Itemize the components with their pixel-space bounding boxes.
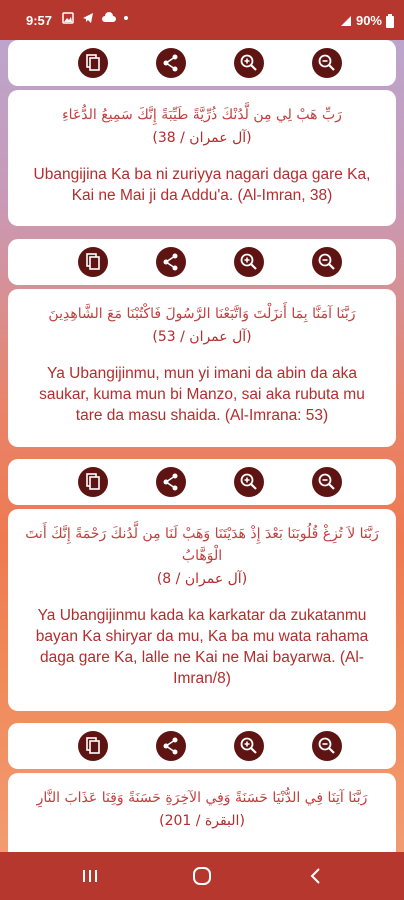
zoom-out-icon (317, 53, 337, 73)
copy-icon (83, 53, 103, 73)
share-icon (161, 53, 181, 73)
telegram-icon (82, 12, 94, 24)
share-button[interactable] (156, 731, 186, 761)
copy-button[interactable] (78, 247, 108, 277)
copy-button[interactable] (78, 467, 108, 497)
zoom-out-icon (317, 736, 337, 756)
share-button[interactable] (156, 247, 186, 277)
zoom-in-button[interactable] (234, 48, 264, 78)
translation-text: Ya Ubangijinmu kada ka karkatar da zukatanmu bayan Ka shiryar da mu, Ka ba mu wata rahama daga gare Ka, lalle ne Kai ne Mai bayarwa. (Al-Imran/8) (35, 607, 369, 687)
status-time: 9:57 (26, 13, 53, 28)
zoom-out-icon (317, 252, 337, 272)
gallery-icon (62, 12, 74, 24)
share-icon (161, 252, 181, 272)
status-bar (0, 0, 404, 40)
zoom-in-icon (239, 736, 259, 756)
card-toolbar (8, 40, 396, 86)
verse-reference: (آل عمران / 53) (152, 329, 252, 345)
dua-card (8, 90, 396, 226)
arabic-text: رَبَّنَا آتِنَا فِي الدُّنْيَا حَسَنَةً وَفِي الآخِرَةِ حَسَنَةً وَقِنَا عَذَابَ النَّارِ (36, 790, 368, 806)
signal-icon (340, 15, 352, 27)
notification-dot-icon (124, 16, 128, 20)
copy-button[interactable] (78, 731, 108, 761)
translation-text: Ubangijina Ka ba ni zuriyya nagari daga gare Ka, Kai ne Mai ji da Addu'a. (Al-Imran, 38) (33, 166, 371, 204)
verse-reference: (آل عمران / 38) (152, 130, 252, 146)
zoom-in-icon (239, 252, 259, 272)
card-toolbar (8, 239, 396, 285)
home-icon (192, 866, 212, 886)
card-toolbar (8, 459, 396, 505)
translation-text: Ya Ubangijinmu, mun yi imani da abin da aka saukar, kuma mun bi Manzo, sai aka rubuta mu tare da masu shaida. (Al-Imrana: 53) (39, 365, 365, 424)
dua-card (8, 509, 396, 711)
dua-card (8, 289, 396, 447)
dua-card (8, 773, 396, 863)
battery-icon (386, 14, 394, 28)
verse-reference: (آل عمران / 8) (156, 571, 248, 587)
home-button[interactable] (190, 864, 214, 888)
card-toolbar (8, 723, 396, 769)
copy-icon (83, 252, 103, 272)
zoom-in-button[interactable] (234, 467, 264, 497)
copy-icon (83, 736, 103, 756)
battery-percent: 90% (355, 13, 382, 28)
arabic-text: رَبَّنَا آمَنَّا بِمَا أَنزَلْتَ وَاتَّبَعْنَا الرَّسُولَ فَاكْتُبْنَا مَعَ الشَّاهِدِينَ (48, 306, 356, 322)
zoom-out-button[interactable] (312, 467, 342, 497)
arabic-text: رَبَّنَا لاَ تُزِغْ قُلُوبَنَا بَعْدَ إِذْ هَدَيْتَنَا وَهَبْ لَنَا مِن لَّدُنكَ رَحْمَةً إِنَّكَ أَنتَ الْوَهَّابُ (25, 526, 379, 564)
verse-reference: (البقرة / 201) (159, 813, 245, 829)
zoom-out-button[interactable] (312, 731, 342, 761)
zoom-out-icon (317, 472, 337, 492)
zoom-in-button[interactable] (234, 731, 264, 761)
recent-apps-button[interactable] (78, 864, 102, 888)
share-button[interactable] (156, 467, 186, 497)
copy-icon (83, 472, 103, 492)
share-icon (161, 472, 181, 492)
zoom-out-button[interactable] (312, 48, 342, 78)
copy-button[interactable] (78, 48, 108, 78)
back-icon (309, 867, 323, 885)
share-icon (161, 736, 181, 756)
recent-apps-icon (81, 868, 99, 884)
zoom-in-icon (239, 472, 259, 492)
zoom-out-button[interactable] (312, 247, 342, 277)
back-button[interactable] (304, 864, 328, 888)
arabic-text: رَبِّ هَبْ لِي مِن لَّدُنْكَ ذُرِّيَّةً طَيِّبَةً إِنَّكَ سَمِيعُ الدُّعَاءِ (62, 107, 342, 123)
zoom-in-button[interactable] (234, 247, 264, 277)
navigation-bar (0, 852, 404, 900)
zoom-in-icon (239, 53, 259, 73)
cloud-icon (102, 12, 116, 24)
share-button[interactable] (156, 48, 186, 78)
